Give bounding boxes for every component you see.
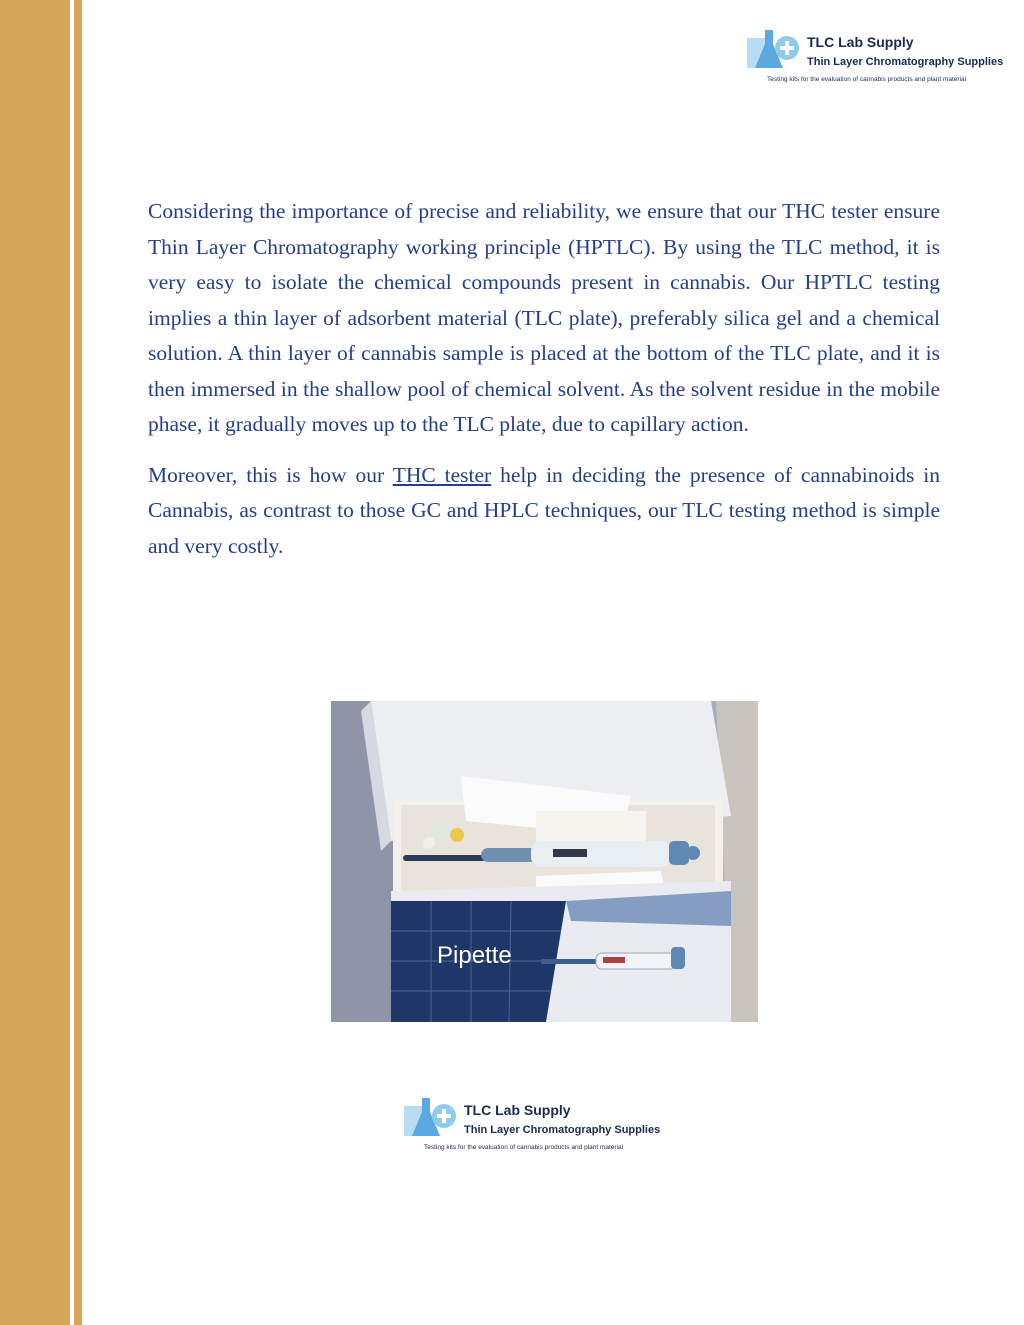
pipette-product-photo <box>331 701 758 1022</box>
flask-plus-icon <box>402 1096 462 1144</box>
logo-name: TLC Lab Supply <box>807 34 914 50</box>
logo-subtitle: Testing kits for the evaluation of cannabis products and plant material <box>767 76 967 83</box>
header-logo <box>745 28 1003 84</box>
logo-subtitle: Testing kits for the evaluation of cannabis products and plant material <box>424 1144 624 1151</box>
logo-tagline: Thin Layer Chromatography Supplies <box>464 1124 661 1136</box>
paragraph-2-text-end: help in deciding the presence of cannabinoids in Cannabis, as contrast to those GC and HPLC techniques, our TLC testing method is simple and very costly. <box>148 462 940 558</box>
pipette-box-illustration <box>331 701 758 1022</box>
footer-logo <box>402 1096 660 1152</box>
decorative-side-band <box>0 0 70 1325</box>
paragraph-2 <box>148 458 940 565</box>
logo-tagline: Thin Layer Chromatography Supplies <box>807 56 1004 68</box>
paragraph-2-text-start: Moreover, this is how our <box>148 462 393 487</box>
thc-tester-link[interactable]: THC tester <box>392 462 492 487</box>
decorative-side-line <box>74 0 82 1325</box>
box-label: Pipette <box>437 942 512 969</box>
article-body <box>148 194 940 564</box>
flask-plus-icon <box>745 28 805 76</box>
paragraph-1: Considering the importance of precise and reliability, we ensure that our THC tester ensure Thin Layer Chromatography working principle (HPTLC). By using the TLC method, it is very easy to isolate the chemical compounds present in cannabis. Our HPTLC testing implies a thin layer of adsorbent material (TLC plate), preferably silica gel and a chemical solution. A thin layer of cannabis sample is placed at the bottom of the TLC plate, and it is then immersed in the shallow pool of chemical solvent. As the solvent residue in the mobile phase, it gradually moves up to the TLC plate, due to capillary action. <box>148 199 940 436</box>
logo-name: TLC Lab Supply <box>464 1102 571 1118</box>
